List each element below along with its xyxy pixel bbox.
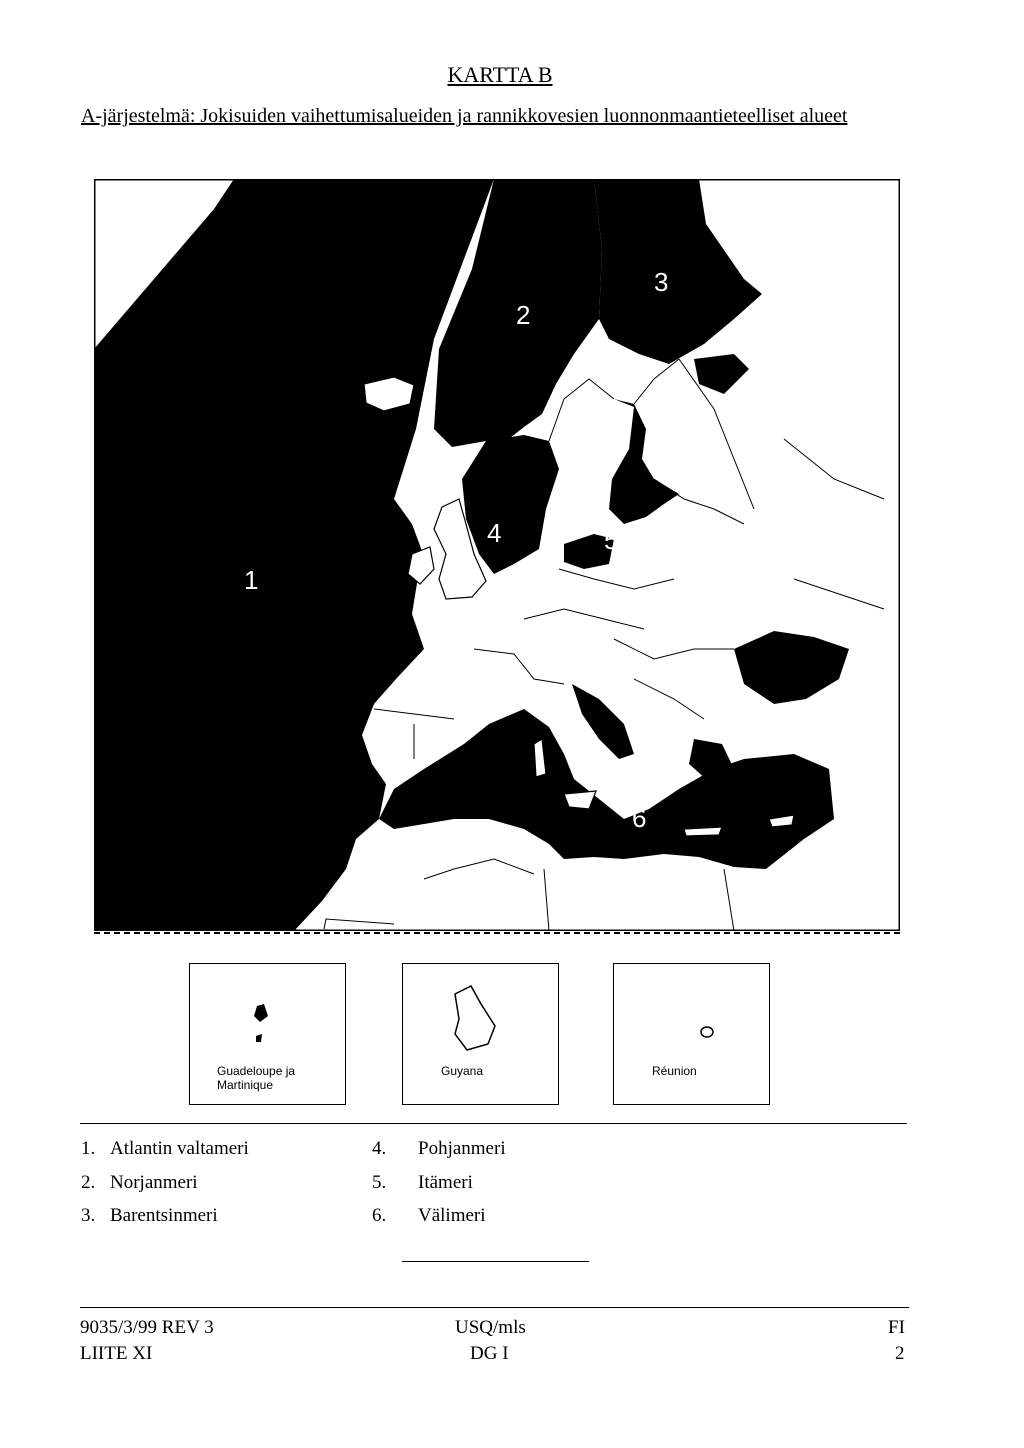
footer-author: USQ/mls bbox=[455, 1317, 526, 1338]
footer-annex: LIITE XI bbox=[80, 1343, 153, 1364]
legend-item: 1. Atlantin valtameri bbox=[81, 1138, 249, 1159]
inset-label: Guadeloupe ja Martinique bbox=[217, 1064, 296, 1092]
page-title: KARTTA B bbox=[447, 62, 553, 87]
inset-label: Réunion bbox=[652, 1064, 697, 1078]
guyana-shape bbox=[403, 964, 558, 1064]
map-subtitle: A-järjestelmä: Jokisuiden vaihettumisalueiden ja rannikkovesien luonnonmaantieteelliset alueet bbox=[81, 105, 848, 127]
footer-doc-ref: 9035/3/99 REV 3 bbox=[80, 1317, 214, 1338]
reunion-shape bbox=[614, 964, 769, 1054]
europe-sea-regions-map bbox=[94, 179, 900, 931]
inset-guadeloupe-martinique bbox=[189, 963, 346, 1105]
footer-page: 2 bbox=[895, 1343, 905, 1364]
region-label-1: 1 bbox=[244, 565, 259, 595]
inset-label: Guyana bbox=[441, 1064, 484, 1078]
legend-item: 4. Pohjanmeri bbox=[372, 1138, 506, 1159]
legend-rule bbox=[80, 1123, 907, 1124]
guadeloupe-martinique-shape bbox=[190, 964, 345, 1044]
region-label-2: 2 bbox=[516, 300, 531, 330]
inset-reunion bbox=[613, 963, 770, 1105]
inset-guyana bbox=[402, 963, 559, 1105]
legend-item: 5. Itämeri bbox=[372, 1172, 473, 1193]
separator-rule bbox=[402, 1261, 589, 1262]
region-label-5: 5 bbox=[604, 525, 619, 555]
legend-item: 3. Barentsinmeri bbox=[81, 1205, 218, 1226]
footer-rule bbox=[80, 1307, 909, 1308]
region-label-4: 4 bbox=[487, 518, 502, 548]
map-bottom-dash bbox=[94, 932, 900, 934]
legend-item: 2. Norjanmeri bbox=[81, 1172, 198, 1193]
region-label-3: 3 bbox=[654, 267, 669, 297]
legend-item: 6. Välimeri bbox=[372, 1205, 486, 1226]
footer-lang: FI bbox=[888, 1317, 905, 1338]
region-label-6: 6 bbox=[632, 803, 647, 833]
footer-dg: DG I bbox=[470, 1343, 509, 1364]
